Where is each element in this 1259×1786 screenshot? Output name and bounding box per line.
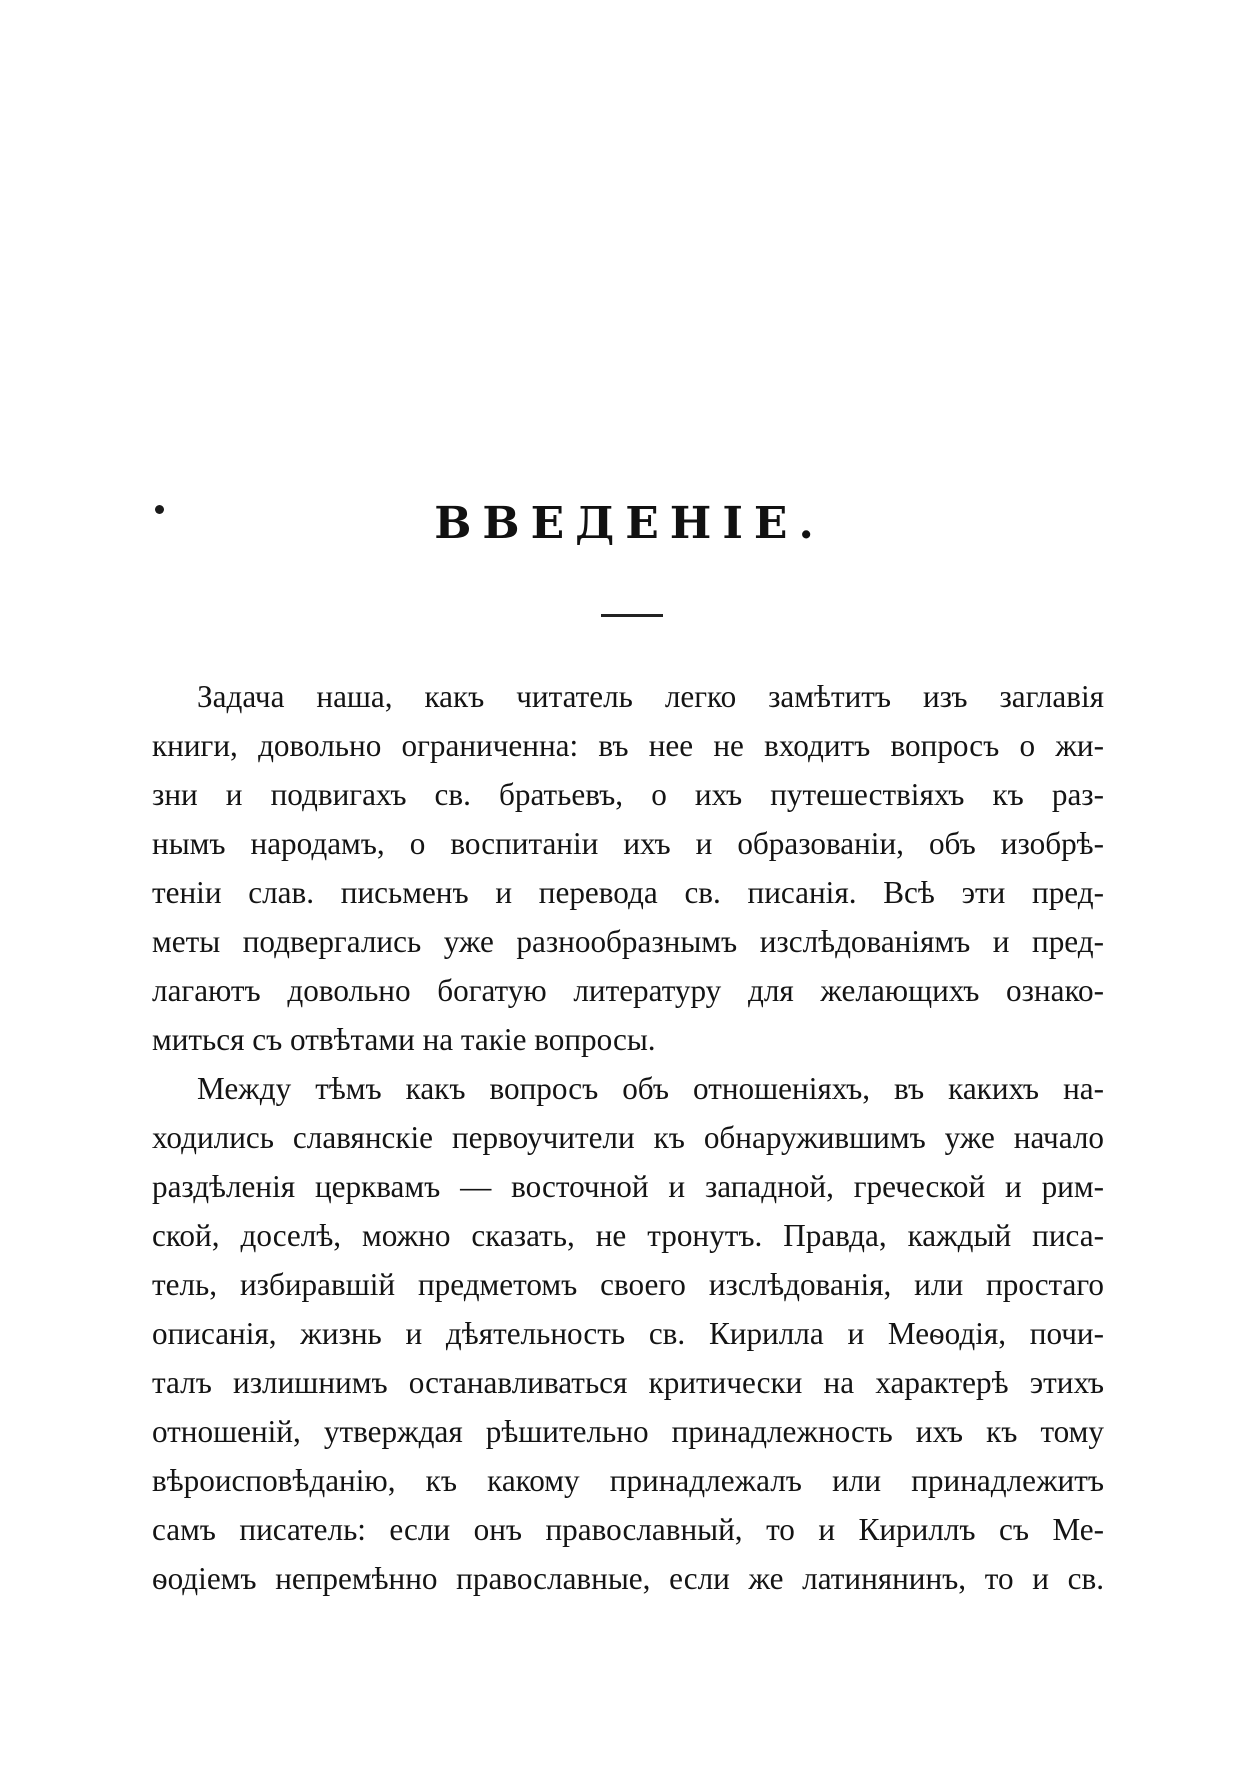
text-line: лагаютъ довольно богатую литературу для желающихъ ознако- xyxy=(152,973,1104,1008)
text-line: Задача наша, какъ читатель легко замѣтитъ изъ заглавія xyxy=(197,679,1104,714)
text-line: раздѣленія церквамъ — восточной и западной, греческой и рим- xyxy=(152,1169,1104,1204)
chapter-heading: ВВЕДЕНІЕ. xyxy=(434,498,825,549)
text-line: теніи слав. письменъ и перевода св. писанія. Всѣ эти пред- xyxy=(152,875,1104,910)
text-line: книги, довольно ограниченна: въ нее не входитъ вопросъ о жи- xyxy=(152,728,1104,763)
text-line: отношеній, утверждая рѣшительно принадлежность ихъ къ тому xyxy=(152,1414,1104,1449)
text-line: талъ излишнимъ останавливаться критически на характерѣ этихъ xyxy=(152,1365,1104,1400)
text-line: тель, избиравшій предметомъ своего изслѣдованія, или простаго xyxy=(152,1267,1104,1302)
text-line: самъ писатель: если онъ православный, то и Кириллъ съ Ме- xyxy=(152,1512,1104,1547)
text-line: зни и подвигахъ св. братьевъ, о ихъ путешествіяхъ къ раз- xyxy=(152,777,1104,812)
text-line: нымъ народамъ, о воспитаніи ихъ и образованіи, объ изобрѣ- xyxy=(152,826,1104,861)
body-text xyxy=(152,672,1104,1603)
text-line: Между тѣмъ какъ вопросъ объ отношеніяхъ, въ какихъ на- xyxy=(197,1071,1104,1106)
text-line: ѳодіемъ непремѣнно православные, если же латинянинъ, то и св. xyxy=(152,1561,1104,1596)
heading-rule xyxy=(601,614,663,617)
text-line: описанія, жизнь и дѣятельность св. Кирилла и Меѳодія, почи- xyxy=(152,1316,1104,1351)
paragraph-1 xyxy=(152,672,1104,1064)
text-line: меты подвергались уже разнообразнымъ изслѣдованіямъ и пред- xyxy=(152,924,1104,959)
text-line: вѣроисповѣданію, къ какому принадлежалъ или принадлежитъ xyxy=(152,1463,1104,1498)
text-line: ской, доселѣ, можно сказать, не тронутъ. Правда, каждый писа- xyxy=(152,1218,1104,1253)
text-line: миться съ отвѣтами на такіе вопросы. xyxy=(152,1022,656,1057)
text-line: ходились славянскіе первоучители къ обнаружившимъ уже начало xyxy=(152,1120,1104,1155)
paragraph-2 xyxy=(152,1064,1104,1603)
